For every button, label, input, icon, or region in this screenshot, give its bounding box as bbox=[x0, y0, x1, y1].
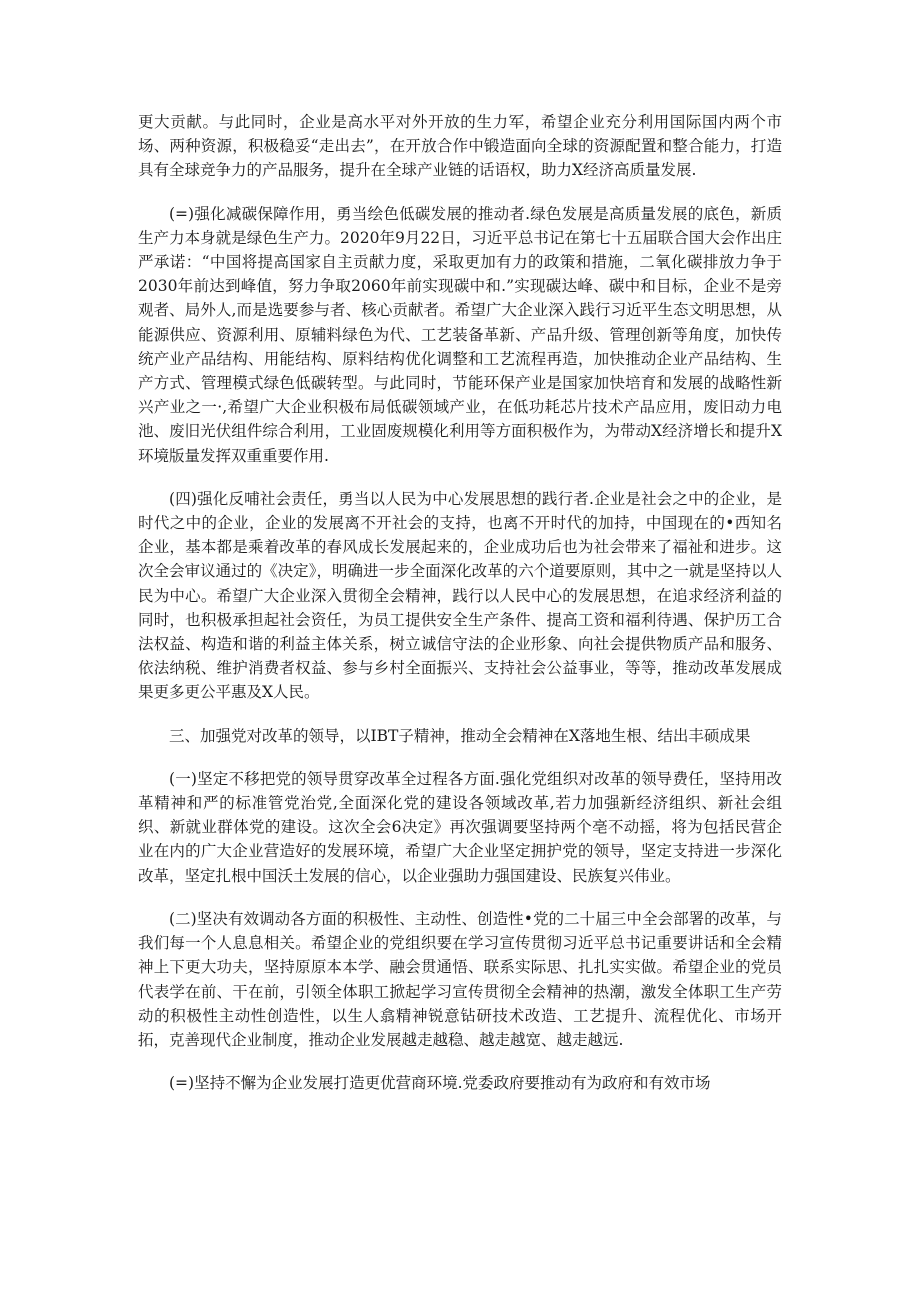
document-body bbox=[138, 110, 782, 1114]
section-heading-party-leadership: 三、加强党对改革的领导，以IBT子精神，推动全会精神在X落地生根、结出丰硕成果 bbox=[169, 726, 751, 745]
paragraph-low-carbon: (=)强化减碳保障作用，勇当绘色低碳发展的推动者.绿色发展是高质量发展的底色，新质生产力本身就是绿色生产力。2020年9月22日，习近平总书记在第七十五届联合国大会作出庄严承诺：“中国将提高国家自主贡献力度，采取更加有力的政策和措施，二氧化碳排放力争于2030年前达到峰值，努力争取2060年前实现碳中和.”实现碳达峰、碳中和目标，企业不是旁观者、局外人,而是选要参与者、核心贡献者。希望广大企业深入践行习近平生态文明思想，从能源供应、资源利用、原辅料绿色为代、工艺装备革新、产品升级、管理创新等角度，加快传统产业产品结构、用能结构、原料结构优化调整和工艺流程再造，加快推动企业产品结构、生产方式、管理模式绿色低碳转型。与此同时，节能环保产业是国家加快培育和发展的战略性新兴产业之一·,希望广大企业积极布局低碳领域产业，在低功耗芯片技术产品应用，废旧动力电池、废旧光伏组件综合利用，工业固废规模化利用等方面积极作为，为带动X经济增长和提升X环境版量发挥双重重要作用. bbox=[138, 204, 782, 465]
paragraph-party-leadership: (一)坚定不移把党的领导贯穿改革全过程各方面.强化党组织对改革的领导费任，坚持用改革精神和严的标准管党治党,全面深化党的建设各领域改革,若力加强新经济组织、新社会组织、新就业群体党的建设。这次全会6决定》再次强调要坚持两个亳不动摇，将为包括民营企业在内的广大企业营造好的发展环境，希望广大企业坚定拥护党的领导，坚定支持进一步深化改革，坚定扎根中国沃土发展的信心，以企业强助力强国建设、民族复兴伟业。 bbox=[138, 769, 782, 885]
paragraph-business-environment: (=)坚持不懈为企业发展打造更优营商环境.党委政府要推动有为政府和有效市场 bbox=[169, 1074, 711, 1093]
paragraph-contribution-opening: 更大贡献。与此同时，企业是高水平对外开放的生力军，希望企业充分利用国际国内两个市场、两种资源，积极稳妥“走出去”，在开放合作中锻造面向全球的资源配置和整合能力，打造具有全球竞争力的产品服务，提升在全球产业链的话语权，助力X经济高质量发展. bbox=[138, 113, 782, 180]
paragraph-mobilize-initiative: (二)坚决有效调动各方面的积极性、主动性、创造性•党的二十届三中全会部署的改革，与我们每一个人息息相关。希望企业的党组织要在学习宣传贯彻习近平总书记重要讲话和全会精神上下更大功夫，坚持原原本本学、融会贯通悟、联系实际思、扎扎实实做。希望企业的党员代表学在前、干在前，引领全体职工掀起学习宣传贯彻全会精神的热潮，激发全体职工生产劳动的积极性主动性创造性，以生人翕精神锐意钻研技术改造、工艺提升、流程优化、市场开拓，克善现代企业制度，推动企业发展越走越稳、越走越宽、越走越远. bbox=[138, 909, 782, 1049]
paragraph-social-responsibility: (四)强化反哺社会责任，勇当以人民为中心发展思想的践行者.企业是社会之中的企业，是时代之中的企业，企业的发展离不开社会的支持，也离不开时代的加持，中国现在的•西知名企业，基本都是乘着改革的春风成长发展起来的，企业成功后也为社会带来了福祉和进步。这次全会审议通过的《决定》，明确进一步全面深化改革的六个道要原则，其中之一就是坚持以人民为中心。希望广大企业深入贯彻全会精神，践行以人民中心的发展思想，在追求经济利益的同时，也积极承担起社会资任，为员工提供安全生产条件、提高工资和福利待遇、保护历工合法权益、构造和谐的利益主体关系，树立诚信守法的企业形象、向社会提供物质产品和服务、依法纳税、维护消费者权益、参与乡村全面振兴、支持社会公益事业，等等，推动改革发展成果更多更公平惠及X人民。 bbox=[138, 489, 782, 702]
